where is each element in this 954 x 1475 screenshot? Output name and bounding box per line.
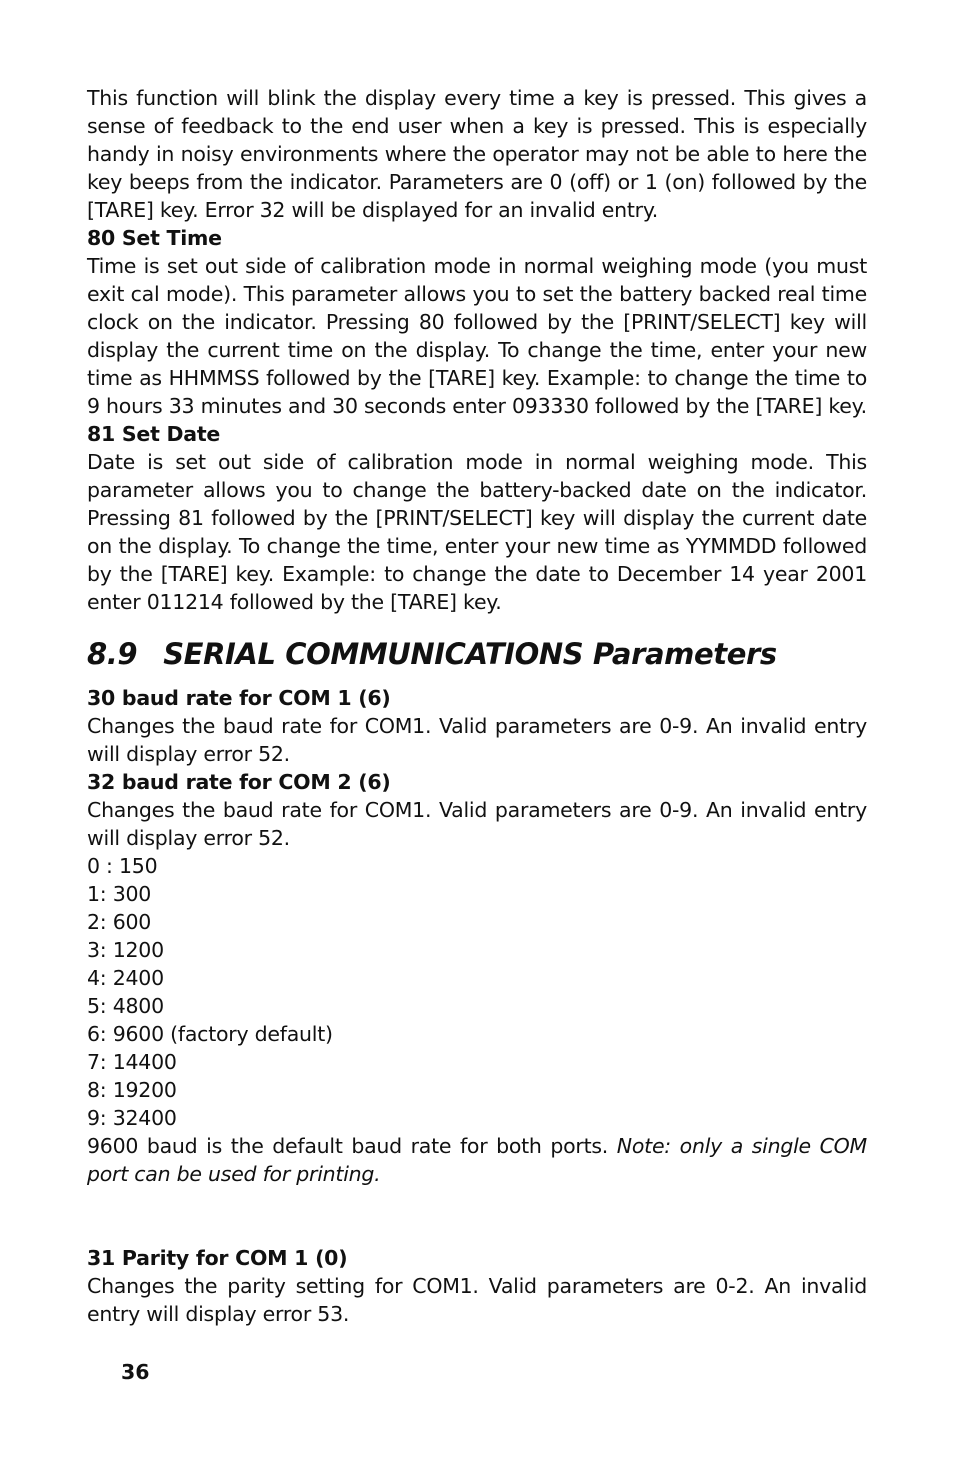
baud-default-paragraph: [87, 1132, 867, 1188]
set-date-heading: 81 Set Date: [87, 422, 221, 446]
baud-com2-body: Changes the baud rate for COM1. Valid parameters are 0-9. An invalid entry will display error 52.: [87, 798, 867, 850]
section-title: SERIAL COMMUNICATIONS Parameters: [163, 637, 777, 671]
set-date-body: Date is set out side of calibration mode in normal weighing mode. This parameter allows you to change the battery-backed date on the indicator. Pressing 81 followed by the [PRINT/SELECT] key will display the current date on the display. To change the time, enter your new time as YYMMDD followed by the [TARE] key. Example: to change the date to December 14 year 2001 enter 011214 followed by the [TARE] key.: [87, 450, 867, 614]
section-heading: [87, 636, 867, 672]
list-item: 9: 32400: [87, 1106, 177, 1130]
list-item: 4: 2400: [87, 966, 164, 990]
page-number: 36: [121, 1360, 150, 1384]
parity-com1-body: Changes the parity setting for COM1. Valid parameters are 0-2. An invalid entry will display error 53.: [87, 1274, 867, 1326]
baud-default-text: 9600 baud is the default baud rate for both ports.: [87, 1134, 609, 1158]
baud-com1-heading: 30 baud rate for COM 1 (6): [87, 686, 391, 710]
list-item: 0 : 150: [87, 854, 158, 878]
spacer: [87, 1188, 867, 1244]
intro-paragraph: This function will blink the display every time a key is pressed. This gives a sense of feedback to the end user when a key is pressed. This is especially handy in noisy environments where the operator may not be able to here the key beeps from the indicator. Parameters are 0 (off) or 1 (on) followed by the [TARE] key. Error 32 will be displayed for an invalid entry.: [87, 86, 867, 222]
baud-com2-heading: 32 baud rate for COM 2 (6): [87, 770, 391, 794]
printing-note: Note: only a single COM port can be used for printing.: [87, 1134, 867, 1186]
parity-com1-heading: 31 Parity for COM 1 (0): [87, 1246, 348, 1270]
list-item: 7: 14400: [87, 1050, 177, 1074]
list-item: 8: 19200: [87, 1078, 177, 1102]
set-time-heading: 80 Set Time: [87, 226, 222, 250]
list-item: 6: 9600 (factory default): [87, 1022, 333, 1046]
list-item: 3: 1200: [87, 938, 164, 962]
baud-options-list: [87, 852, 867, 1132]
set-time-body: Time is set out side of calibration mode in normal weighing mode (you must exit cal mode). This parameter allows you to set the battery backed real time clock on the indicator. Pressing 80 followed by the [PRINT/SELECT] key will display the current time on the display. To change the time, enter your new time as HHMMSS followed by the [TARE] key. Example: to change the time to 9 hours 33 minutes and 30 seconds enter 093330 followed by the [TARE] key.: [87, 254, 867, 418]
list-item: 1: 300: [87, 882, 152, 906]
baud-com1-body: Changes the baud rate for COM1. Valid parameters are 0-9. An invalid entry will display error 52.: [87, 714, 867, 766]
list-item: 5: 4800: [87, 994, 164, 1018]
document-page: [87, 84, 867, 1328]
section-number: 8.9: [87, 637, 138, 671]
list-item: 2: 600: [87, 910, 152, 934]
